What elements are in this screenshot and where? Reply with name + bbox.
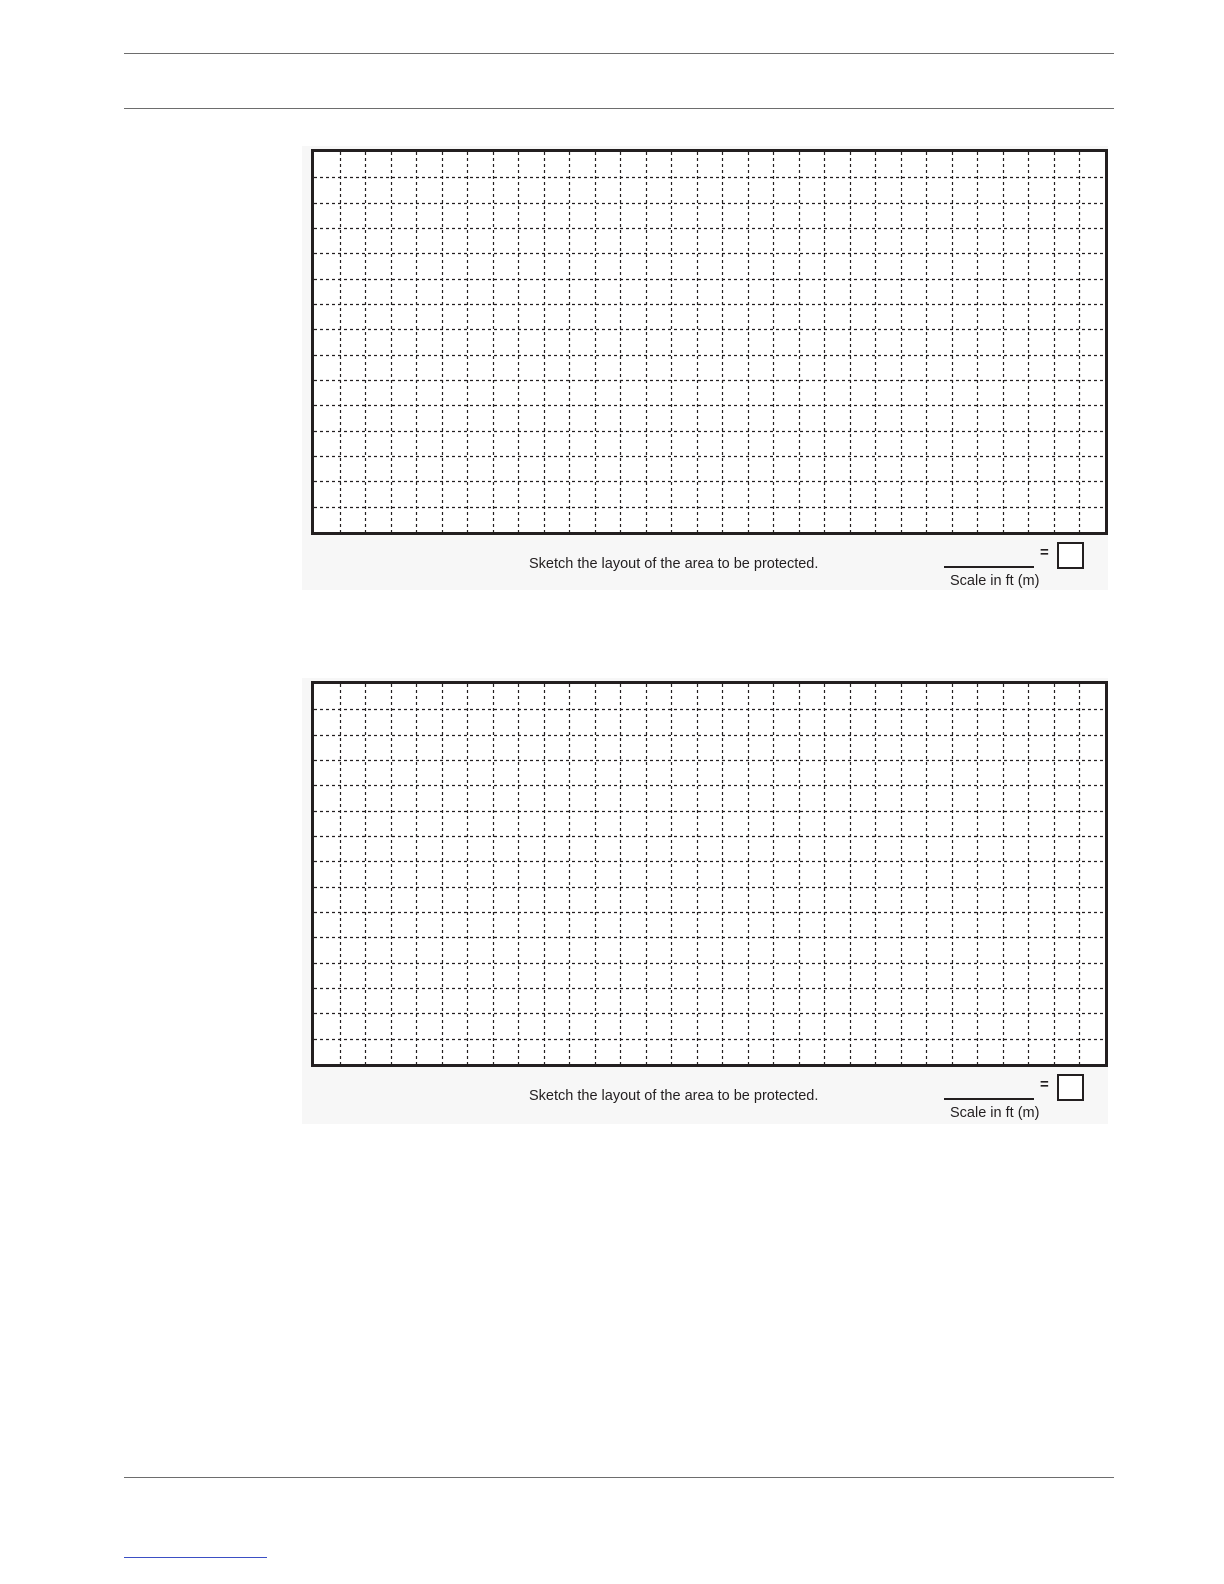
header-rule-top (124, 53, 1114, 54)
header-rule-bottom (124, 108, 1114, 109)
scale-label: Scale in ft (m) (950, 573, 1040, 589)
sketch-panel-1 (302, 146, 1108, 590)
scale-unit-box[interactable] (1057, 1074, 1084, 1101)
grid-lines-2 (314, 684, 1105, 1064)
sketch-grid-1[interactable] (311, 149, 1108, 535)
footer-rule (124, 1477, 1114, 1478)
scale-label: Scale in ft (m) (950, 1105, 1040, 1121)
equals-sign: = (1040, 1076, 1049, 1093)
scale-unit-box[interactable] (1057, 542, 1084, 569)
sketch-panel-2 (302, 678, 1108, 1124)
sketch-caption: Sketch the layout of the area to be protected. (529, 1088, 819, 1104)
sketch-grid-2[interactable] (311, 681, 1108, 1067)
scale-value-field[interactable] (944, 1098, 1034, 1100)
footer-link-underline[interactable] (124, 1557, 267, 1558)
scale-value-field[interactable] (944, 566, 1034, 568)
sketch-caption: Sketch the layout of the area to be protected. (529, 556, 819, 572)
equals-sign: = (1040, 544, 1049, 561)
grid-lines-1 (314, 152, 1105, 532)
